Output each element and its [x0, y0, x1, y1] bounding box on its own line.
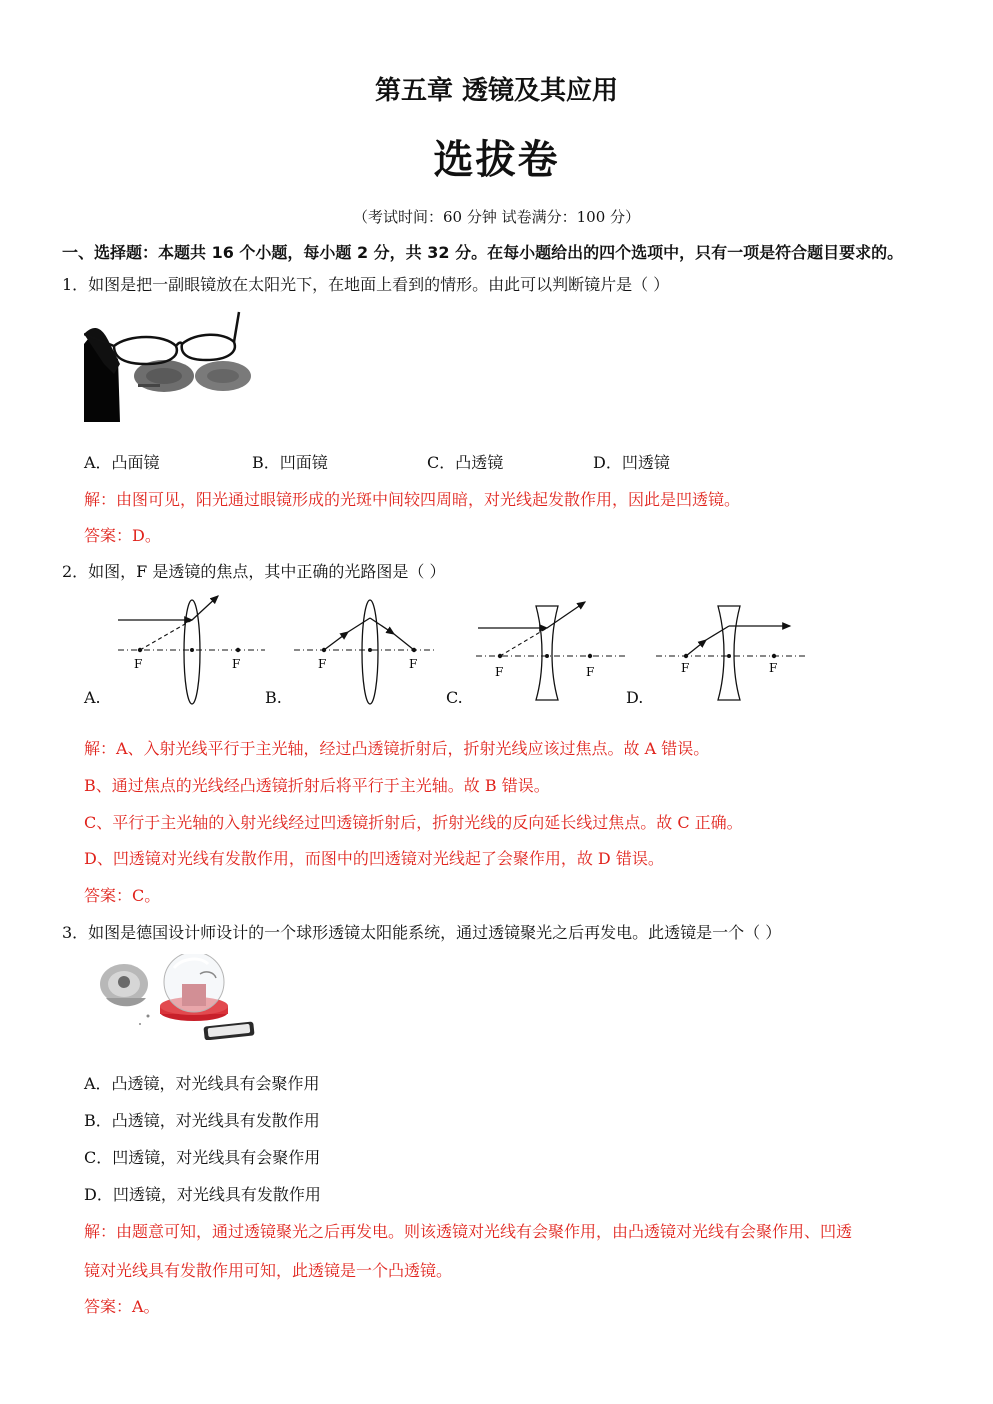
exam-info: （考试时间：60 分钟 试卷满分：100 分）	[352, 208, 641, 226]
q2-label-d: D.	[626, 688, 644, 707]
q1-option-c: C．凸透镜	[427, 453, 504, 472]
q3-option-a: A．凸透镜，对光线具有会聚作用	[84, 1074, 320, 1093]
q2c-f-right-label: F	[586, 665, 595, 679]
paper-title: 选拔卷	[433, 137, 560, 183]
q1-answer: 答案：D。	[84, 526, 161, 545]
section-heading: 一、选择题：本题共 16 个小题，每小题 2 分，共 32 分。在每小题给出的四个选项中，只有一项是符合题目要求的。	[62, 243, 904, 262]
q1-option-a: A．凸面镜	[84, 453, 160, 472]
q2-label-b: B.	[265, 688, 282, 707]
q2a-f-left-label: F	[134, 657, 143, 671]
q3-stem: 3．如图是德国设计师设计的一个球形透镜太阳能系统，通过透镜聚光之后再发电。此透镜是一个（ ）	[62, 923, 782, 942]
q3-option-d: D．凹透镜，对光线具有发散作用	[84, 1185, 321, 1204]
q2-solution-line-1: 解：A、入射光线平行于主光轴，经过凸透镜折射后，折射光线应该过焦点。故 A 错误。	[84, 739, 710, 758]
q1-option-d: D．凹透镜	[593, 453, 670, 472]
q2-diagram-d	[652, 596, 810, 708]
q2c-f-left-label: F	[495, 665, 504, 679]
q2-solution-line-2: B、通过焦点的光线经凸透镜折射后将平行于主光轴。故 B 错误。	[84, 776, 550, 795]
q2b-f-left-label: F	[318, 657, 327, 671]
q1-option-b: B．凹面镜	[252, 453, 328, 472]
q3-solution-line-2: 镜对光线具有发散作用可知，此透镜是一个凸透镜。	[84, 1261, 453, 1280]
q3-solution-line-1: 解：由题意可知，通过透镜聚光之后再发电。则该透镜对光线有会聚作用，由凸透镜对光线有会聚作用、凹透	[84, 1222, 853, 1241]
q3-option-c: C．凹透镜，对光线具有会聚作用	[84, 1148, 321, 1167]
q2d-f-right-label: F	[769, 661, 778, 675]
q1-glasses-shadow-image	[84, 304, 256, 422]
q2-solution-line-3: C、平行于主光轴的入射光线经过凹透镜折射后，折射光线的反向延长线过焦点。故 C 正确。	[84, 813, 743, 832]
q2-stem: 2．如图，F 是透镜的焦点，其中正确的光路图是（ ）	[62, 562, 446, 581]
q1-solution: 解：由图可见，阳光通过眼镜形成的光斑中间较四周暗，对光线起发散作用，因此是凹透镜。	[84, 490, 741, 509]
q3-option-b: B．凸透镜，对光线具有发散作用	[84, 1111, 320, 1130]
q3-sphere-lens-image	[96, 954, 260, 1040]
q2-diagram-c	[470, 596, 630, 708]
q2a-f-right-label: F	[232, 657, 241, 671]
q3-answer: 答案：A。	[84, 1297, 160, 1316]
q2-diagram-b	[290, 592, 440, 708]
q2b-f-right-label: F	[409, 657, 418, 671]
q2-answer: 答案：C。	[84, 886, 161, 905]
q2-diagram-a	[110, 592, 270, 708]
q2d-f-left-label: F	[681, 661, 690, 675]
q2-label-c: C.	[446, 688, 463, 707]
q2-solution-line-4: D、凹透镜对光线有发散作用，而图中的凹透镜对光线起了会聚作用，故 D 错误。	[84, 849, 664, 868]
chapter-title: 第五章 透镜及其应用	[374, 76, 619, 106]
q2-label-a: A.	[84, 688, 101, 707]
q1-stem: 1．如图是把一副眼镜放在太阳光下，在地面上看到的情形。由此可以判断镜片是（ ）	[62, 275, 670, 294]
